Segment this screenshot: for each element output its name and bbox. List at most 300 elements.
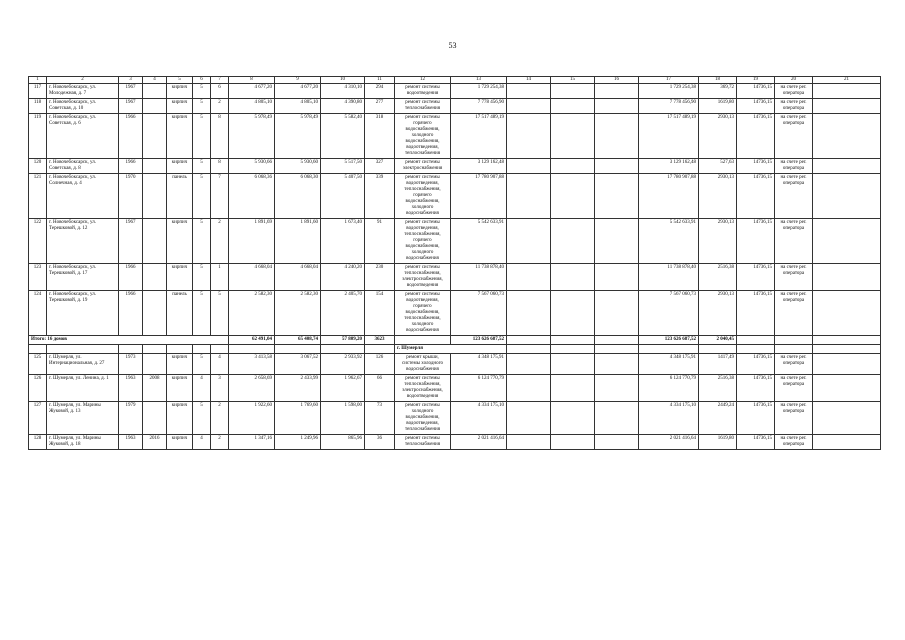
column-number: 8 bbox=[229, 77, 275, 84]
table-row bbox=[29, 264, 881, 291]
cell-c16 bbox=[595, 99, 639, 114]
cell-c14 bbox=[507, 114, 551, 159]
cell-c18: 1619,80 bbox=[699, 99, 737, 114]
cell-fl: 5 bbox=[193, 219, 211, 264]
city-header-row bbox=[29, 345, 881, 354]
empty-cell bbox=[167, 345, 193, 354]
cell-year: 1963 bbox=[119, 375, 143, 402]
cell-c20: на счете рег. оператора bbox=[775, 114, 813, 159]
cell-a1: 3 413,58 bbox=[229, 354, 275, 375]
column-number: 7 bbox=[211, 77, 229, 84]
empty-cell bbox=[119, 345, 143, 354]
cell-c20: на счете рег. оператора bbox=[775, 291, 813, 336]
cell-c21 bbox=[813, 174, 881, 219]
cell-year2 bbox=[143, 114, 167, 159]
cell-year: 1970 bbox=[119, 174, 143, 219]
cell-year: 1963 bbox=[119, 435, 143, 450]
table-row bbox=[29, 219, 881, 264]
cell-a1: 6 068,36 bbox=[229, 174, 275, 219]
cell-a2: 4 668,04 bbox=[275, 264, 321, 291]
empty-cell bbox=[639, 345, 699, 354]
cell-c16 bbox=[595, 159, 639, 174]
cell-addr: г. Новочебоксарск, ул. Советская, д. 6 bbox=[47, 114, 119, 159]
column-number-row bbox=[29, 77, 881, 84]
empty-cell bbox=[507, 345, 551, 354]
total-empty-cell bbox=[737, 336, 775, 345]
cell-n: 126 bbox=[29, 375, 47, 402]
cell-n: 122 bbox=[29, 219, 47, 264]
cell-year: 1967 bbox=[119, 219, 143, 264]
cell-work: ремонт системы теплоснабжения, электроснабжения, водоотведения bbox=[395, 264, 451, 291]
cell-year2 bbox=[143, 291, 167, 336]
cell-c17: 4 334 175,10 bbox=[639, 402, 699, 435]
cell-mat: кирпич bbox=[167, 159, 193, 174]
empty-cell bbox=[813, 345, 881, 354]
cell-n: 118 bbox=[29, 99, 47, 114]
cell-en: 8 bbox=[211, 114, 229, 159]
cell-c19: 14736,15 bbox=[737, 159, 775, 174]
empty-cell bbox=[737, 345, 775, 354]
cell-work: ремонт системы теплоснабжения bbox=[395, 435, 451, 450]
column-number: 5 bbox=[167, 77, 193, 84]
cell-c20: на счете рег. оператора bbox=[775, 354, 813, 375]
empty-cell bbox=[699, 345, 737, 354]
cell-c21 bbox=[813, 354, 881, 375]
cell-a2: 3 067,52 bbox=[275, 354, 321, 375]
cell-en: 2 bbox=[211, 402, 229, 435]
cell-addr: г. Новочебоксарск, ул. Молодежная, д. 7 bbox=[47, 84, 119, 99]
cell-a1: 1 922,60 bbox=[229, 402, 275, 435]
cell-n: 121 bbox=[29, 174, 47, 219]
cell-work: ремонт системы горячего водоснабжения, холодного водоснабжения, водоотведения, теплоснабжения bbox=[395, 114, 451, 159]
cell-c14 bbox=[507, 402, 551, 435]
cell-en: 5 bbox=[211, 291, 229, 336]
column-number: 18 bbox=[699, 77, 737, 84]
cell-c17: 11 738 878,40 bbox=[639, 264, 699, 291]
empty-cell bbox=[193, 345, 211, 354]
cell-c20: на счете рег. оператора bbox=[775, 159, 813, 174]
cell-c19: 14736,15 bbox=[737, 291, 775, 336]
cell-ppl: 36 bbox=[365, 435, 395, 450]
cell-mat: кирпич bbox=[167, 84, 193, 99]
empty-cell bbox=[365, 345, 395, 354]
cell-c17: 7 778 456,90 bbox=[639, 99, 699, 114]
cell-year2 bbox=[143, 354, 167, 375]
empty-cell bbox=[275, 345, 321, 354]
cell-mat: кирпич bbox=[167, 114, 193, 159]
cell-c17: 4 348 175,91 bbox=[639, 354, 699, 375]
cell-c19: 14736,15 bbox=[737, 435, 775, 450]
cell-n: 123 bbox=[29, 264, 47, 291]
cell-a2: 5 978,49 bbox=[275, 114, 321, 159]
cell-addr: г. Новочебоксарск, ул. Солнечная, д. 4 bbox=[47, 174, 119, 219]
table-row bbox=[29, 435, 881, 450]
cell-a3: 5 407,50 bbox=[321, 174, 365, 219]
cell-c14 bbox=[507, 174, 551, 219]
column-number: 17 bbox=[639, 77, 699, 84]
cell-c16 bbox=[595, 435, 639, 450]
cell-a3: 2 405,70 bbox=[321, 291, 365, 336]
cell-a1: 4 677,20 bbox=[229, 84, 275, 99]
cell-cost: 7 567 060,73 bbox=[451, 291, 507, 336]
cell-c18: 2930,13 bbox=[699, 174, 737, 219]
cell-cost: 6 124 770,79 bbox=[451, 375, 507, 402]
cell-c20: на счете рег. оператора bbox=[775, 402, 813, 435]
cell-c15 bbox=[551, 159, 595, 174]
cell-c15 bbox=[551, 99, 595, 114]
empty-cell bbox=[229, 345, 275, 354]
cell-a3: 4 240,20 bbox=[321, 264, 365, 291]
cell-work: ремонт системы теплоснабжения, электроснабжения, водоотведения bbox=[395, 375, 451, 402]
total-empty-cell bbox=[551, 336, 595, 345]
cell-a1: 5 978,49 bbox=[229, 114, 275, 159]
cell-c16 bbox=[595, 291, 639, 336]
total-c17: 123 626 687,52 bbox=[639, 336, 699, 345]
cell-work: ремонт системы теплоснабжения bbox=[395, 99, 451, 114]
column-number: 4 bbox=[143, 77, 167, 84]
total-a3: 57 809,20 bbox=[321, 336, 365, 345]
cell-c21 bbox=[813, 159, 881, 174]
cell-a2: 6 068,30 bbox=[275, 174, 321, 219]
cell-c18: 2449,24 bbox=[699, 402, 737, 435]
cell-year: 1967 bbox=[119, 84, 143, 99]
cell-fl: 5 bbox=[193, 354, 211, 375]
column-number: 15 bbox=[551, 77, 595, 84]
column-number: 20 bbox=[775, 77, 813, 84]
cell-a3: 1 598,00 bbox=[321, 402, 365, 435]
cell-a3: 5 582,40 bbox=[321, 114, 365, 159]
cell-c16 bbox=[595, 264, 639, 291]
cell-year2 bbox=[143, 264, 167, 291]
column-number: 2 bbox=[47, 77, 119, 84]
cell-c16 bbox=[595, 114, 639, 159]
cell-c20: на счете рег. оператора bbox=[775, 375, 813, 402]
cell-c17: 1 729 254,38 bbox=[639, 84, 699, 99]
cell-work: ремонт системы электроснабжения bbox=[395, 159, 451, 174]
cell-c17: 3 129 162,48 bbox=[639, 159, 699, 174]
cell-c18: 527,63 bbox=[699, 159, 737, 174]
cell-mat: кирпич bbox=[167, 435, 193, 450]
cell-c16 bbox=[595, 84, 639, 99]
cell-ppl: 294 bbox=[365, 84, 395, 99]
cell-cost: 4 334 175,10 bbox=[451, 402, 507, 435]
cell-c21 bbox=[813, 291, 881, 336]
cell-addr: г. Новочебоксарск, ул. Терешковой, д. 12 bbox=[47, 219, 119, 264]
cell-c19: 14736,15 bbox=[737, 264, 775, 291]
cell-c21 bbox=[813, 114, 881, 159]
cell-c18: 1417,49 bbox=[699, 354, 737, 375]
cell-a2: 1 891,60 bbox=[275, 219, 321, 264]
cell-year: 1979 bbox=[119, 402, 143, 435]
city-header: г. Шумерля bbox=[395, 345, 507, 354]
cell-a2: 1 769,60 bbox=[275, 402, 321, 435]
cell-mat: кирпич bbox=[167, 375, 193, 402]
table-row bbox=[29, 114, 881, 159]
cell-year2 bbox=[143, 402, 167, 435]
cell-en: 2 bbox=[211, 435, 229, 450]
cell-c15 bbox=[551, 375, 595, 402]
cell-year: 1966 bbox=[119, 291, 143, 336]
cell-en: 2 bbox=[211, 219, 229, 264]
cell-c18: 2516,38 bbox=[699, 375, 737, 402]
cell-cost: 17 780 907,88 bbox=[451, 174, 507, 219]
empty-cell bbox=[143, 345, 167, 354]
cell-c15 bbox=[551, 291, 595, 336]
cell-cost: 4 348 175,91 bbox=[451, 354, 507, 375]
cell-n: 125 bbox=[29, 354, 47, 375]
cell-addr: г. Шумерля, ул. Марины Жуковой, д. 18 bbox=[47, 435, 119, 450]
cell-year2 bbox=[143, 84, 167, 99]
cell-addr: г. Шумерля, ул. Ленина, д. 1 bbox=[47, 375, 119, 402]
cell-c21 bbox=[813, 84, 881, 99]
cell-fl: 5 bbox=[193, 159, 211, 174]
empty-cell bbox=[551, 345, 595, 354]
cell-c16 bbox=[595, 354, 639, 375]
cell-ppl: 91 bbox=[365, 219, 395, 264]
cell-a3: 2 933,92 bbox=[321, 354, 365, 375]
cell-mat: кирпич bbox=[167, 219, 193, 264]
column-number: 12 bbox=[395, 77, 451, 84]
cell-c15 bbox=[551, 114, 595, 159]
cell-c20: на счете рег. оператора bbox=[775, 264, 813, 291]
cell-work: ремонт системы водоотведения, теплоснабжения, горячего водоснабжения, холодного водоснабжения bbox=[395, 219, 451, 264]
cell-addr: г. Новочебоксарск, ул. Советская, д. 8 bbox=[47, 159, 119, 174]
cell-fl: 5 bbox=[193, 84, 211, 99]
cell-work: ремонт системы водоотведения, горячего водоснабжения, теплоснабжения, холодного водоснабжения bbox=[395, 291, 451, 336]
cell-c21 bbox=[813, 402, 881, 435]
cell-c20: на счете рег. оператора bbox=[775, 174, 813, 219]
cell-ppl: 66 bbox=[365, 375, 395, 402]
cell-year2: 2016 bbox=[143, 435, 167, 450]
cell-c19: 14736,15 bbox=[737, 174, 775, 219]
total-row bbox=[29, 336, 881, 345]
cell-c19: 14736,15 bbox=[737, 354, 775, 375]
column-number: 21 bbox=[813, 77, 881, 84]
empty-cell bbox=[775, 345, 813, 354]
cell-year2 bbox=[143, 99, 167, 114]
cell-c18: 369,72 bbox=[699, 84, 737, 99]
cell-a1: 4 668,04 bbox=[229, 264, 275, 291]
cell-a3: 4 310,10 bbox=[321, 84, 365, 99]
cell-a2: 2 433,99 bbox=[275, 375, 321, 402]
column-number: 13 bbox=[451, 77, 507, 84]
cell-work: ремонт системы водоотведения bbox=[395, 84, 451, 99]
cell-en: 3 bbox=[211, 375, 229, 402]
cell-year: 1973 bbox=[119, 354, 143, 375]
empty-cell bbox=[47, 345, 119, 354]
cell-c19: 14736,15 bbox=[737, 219, 775, 264]
cell-c18: 2516,38 bbox=[699, 264, 737, 291]
cell-a1: 1 347,16 bbox=[229, 435, 275, 450]
cell-fl: 5 bbox=[193, 291, 211, 336]
cell-fl: 4 bbox=[193, 375, 211, 402]
table-row bbox=[29, 354, 881, 375]
cell-fl: 5 bbox=[193, 99, 211, 114]
cell-a2: 4 805,10 bbox=[275, 99, 321, 114]
cell-a2: 5 930,60 bbox=[275, 159, 321, 174]
column-number: 6 bbox=[193, 77, 211, 84]
cell-mat: кирпич bbox=[167, 354, 193, 375]
total-empty-cell bbox=[595, 336, 639, 345]
cell-c21 bbox=[813, 219, 881, 264]
cell-c21 bbox=[813, 435, 881, 450]
cell-c18: 2930,13 bbox=[699, 114, 737, 159]
table-row bbox=[29, 159, 881, 174]
cell-n: 117 bbox=[29, 84, 47, 99]
cell-c15 bbox=[551, 264, 595, 291]
total-empty-cell bbox=[395, 336, 451, 345]
table-row bbox=[29, 402, 881, 435]
cell-c20: на счете рег. оператора bbox=[775, 84, 813, 99]
cell-a3: 1 962,67 bbox=[321, 375, 365, 402]
cell-a1: 1 891,69 bbox=[229, 219, 275, 264]
cell-addr: г. Шумерля, ул. Марины Жуковой, д. 13 bbox=[47, 402, 119, 435]
cell-cost: 2 021 416,64 bbox=[451, 435, 507, 450]
cell-a3: 1 673,40 bbox=[321, 219, 365, 264]
column-number: 19 bbox=[737, 77, 775, 84]
cell-c18: 2930,13 bbox=[699, 291, 737, 336]
cell-ppl: 73 bbox=[365, 402, 395, 435]
cell-cost: 5 542 633,91 bbox=[451, 219, 507, 264]
cell-mat: кирпич bbox=[167, 99, 193, 114]
cell-year2 bbox=[143, 159, 167, 174]
cell-n: 119 bbox=[29, 114, 47, 159]
empty-cell bbox=[211, 345, 229, 354]
total-label: Итого: 16 домов bbox=[29, 336, 229, 345]
cell-ppl: 318 bbox=[365, 114, 395, 159]
total-a2: 65 408,74 bbox=[275, 336, 321, 345]
cell-c15 bbox=[551, 174, 595, 219]
cell-ppl: 327 bbox=[365, 159, 395, 174]
column-number: 3 bbox=[119, 77, 143, 84]
empty-cell bbox=[321, 345, 365, 354]
cell-c17: 5 542 633,91 bbox=[639, 219, 699, 264]
cell-year: 1966 bbox=[119, 114, 143, 159]
cell-c14 bbox=[507, 84, 551, 99]
cell-work: ремонт системы холодного водоснабжения, водоотведения, теплоснабжения bbox=[395, 402, 451, 435]
table-row bbox=[29, 84, 881, 99]
column-number: 11 bbox=[365, 77, 395, 84]
cell-a1: 5 930,66 bbox=[229, 159, 275, 174]
cell-c20: на счете рег. оператора bbox=[775, 99, 813, 114]
table-row bbox=[29, 174, 881, 219]
cell-year: 1966 bbox=[119, 159, 143, 174]
cell-c21 bbox=[813, 375, 881, 402]
cell-cost: 3 129 162,48 bbox=[451, 159, 507, 174]
cell-c14 bbox=[507, 375, 551, 402]
cell-fl: 5 bbox=[193, 264, 211, 291]
cell-a2: 4 677,20 bbox=[275, 84, 321, 99]
cell-c19: 14736,15 bbox=[737, 114, 775, 159]
total-cost: 123 626 687,52 bbox=[451, 336, 507, 345]
cell-ppl: 277 bbox=[365, 99, 395, 114]
total-empty-cell bbox=[813, 336, 881, 345]
cell-c16 bbox=[595, 402, 639, 435]
cell-en: 1 bbox=[211, 264, 229, 291]
total-c18: 2 040,45 bbox=[699, 336, 737, 345]
cell-a1: 2 658,69 bbox=[229, 375, 275, 402]
column-number: 10 bbox=[321, 77, 365, 84]
register-table bbox=[28, 76, 881, 450]
cell-c19: 14736,15 bbox=[737, 99, 775, 114]
table-row bbox=[29, 375, 881, 402]
cell-a1: 4 805,10 bbox=[229, 99, 275, 114]
cell-addr: г. Новочебоксарск, ул. Терешковой, д. 19 bbox=[47, 291, 119, 336]
total-a1: 62 491,04 bbox=[229, 336, 275, 345]
cell-mat: кирпич bbox=[167, 264, 193, 291]
cell-en: 8 bbox=[211, 159, 229, 174]
cell-c15 bbox=[551, 219, 595, 264]
cell-work: ремонт системы водоотведения, теплоснабжения, горячего водоснабжения, холодного водоснабжения bbox=[395, 174, 451, 219]
cell-c14 bbox=[507, 264, 551, 291]
cell-c14 bbox=[507, 291, 551, 336]
page-number: 53 bbox=[448, 41, 457, 50]
cell-year2: 2008 bbox=[143, 375, 167, 402]
empty-cell bbox=[595, 345, 639, 354]
cell-c21 bbox=[813, 99, 881, 114]
cell-c15 bbox=[551, 402, 595, 435]
cell-a2: 1 249,96 bbox=[275, 435, 321, 450]
cell-c19: 14736,15 bbox=[737, 84, 775, 99]
cell-n: 127 bbox=[29, 402, 47, 435]
cell-fl: 5 bbox=[193, 114, 211, 159]
cell-c16 bbox=[595, 219, 639, 264]
cell-cost: 1 729 254,38 bbox=[451, 84, 507, 99]
cell-en: 4 bbox=[211, 354, 229, 375]
cell-mat: панель bbox=[167, 174, 193, 219]
cell-work: ремонт крыши, системы холодного водоснабжения bbox=[395, 354, 451, 375]
cell-cost: 11 738 878,40 bbox=[451, 264, 507, 291]
cell-c17: 17 517 489,19 bbox=[639, 114, 699, 159]
cell-ppl: 154 bbox=[365, 291, 395, 336]
cell-c17: 17 780 907,88 bbox=[639, 174, 699, 219]
cell-a2: 2 582,30 bbox=[275, 291, 321, 336]
cell-c15 bbox=[551, 354, 595, 375]
cell-fl: 5 bbox=[193, 402, 211, 435]
table-row bbox=[29, 291, 881, 336]
column-number: 14 bbox=[507, 77, 551, 84]
cell-c15 bbox=[551, 84, 595, 99]
cell-c20: на счете рег. оператора bbox=[775, 219, 813, 264]
cell-ppl: 230 bbox=[365, 264, 395, 291]
cell-c17: 7 567 060,73 bbox=[639, 291, 699, 336]
cell-c14 bbox=[507, 99, 551, 114]
cell-n: 128 bbox=[29, 435, 47, 450]
cell-mat: панель bbox=[167, 291, 193, 336]
cell-c17: 2 021 416,64 bbox=[639, 435, 699, 450]
cell-n: 120 bbox=[29, 159, 47, 174]
cell-c14 bbox=[507, 354, 551, 375]
cell-a1: 2 582,30 bbox=[229, 291, 275, 336]
cell-cost: 17 517 489,19 bbox=[451, 114, 507, 159]
cell-c14 bbox=[507, 159, 551, 174]
table-row bbox=[29, 99, 881, 114]
total-ppl: 3623 bbox=[365, 336, 395, 345]
cell-ppl: 126 bbox=[365, 354, 395, 375]
cell-year: 1967 bbox=[119, 99, 143, 114]
cell-en: 6 bbox=[211, 84, 229, 99]
cell-year2 bbox=[143, 219, 167, 264]
cell-c16 bbox=[595, 375, 639, 402]
cell-c14 bbox=[507, 219, 551, 264]
total-empty-cell bbox=[507, 336, 551, 345]
total-empty-cell bbox=[775, 336, 813, 345]
column-number: 9 bbox=[275, 77, 321, 84]
cell-fl: 5 bbox=[193, 174, 211, 219]
cell-c18: 2930,13 bbox=[699, 219, 737, 264]
cell-fl: 4 bbox=[193, 435, 211, 450]
cell-year: 1966 bbox=[119, 264, 143, 291]
